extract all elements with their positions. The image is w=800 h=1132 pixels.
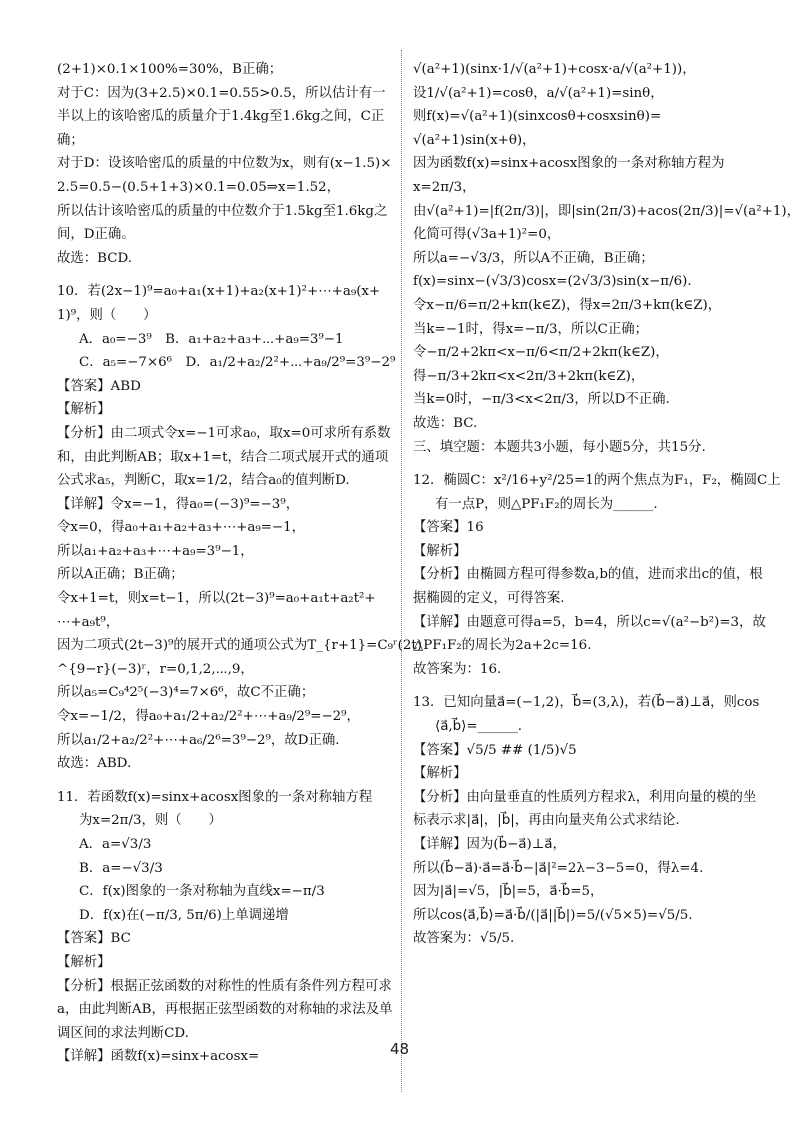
text-line: 则f(x)=√(a²+1)(sinxcosθ+cosxsinθ)= (413, 109, 662, 125)
text-line: 当k=−1时，得x=−π/3，所以C正确； (413, 321, 649, 337)
text-line: 调区间的求法判断CD. (57, 1025, 189, 1041)
text-line: 所以a=−√3/3，所以A不正确，B正确； (413, 250, 654, 266)
question-11-title: 11．若函数f(x)=sinx+acosx图象的一条对称轴方程 (57, 789, 373, 805)
text-line: 令x=−1/2，得a₀+a₁/2+a₂/2²+⋯+a₉/2⁹=−2⁹， (57, 709, 360, 725)
text-line: 因为|a⃗|=√5，|b⃗|=5，a⃗·b⃗=5， (413, 884, 604, 900)
analysis-label: 【解析】 (413, 766, 467, 782)
analysis-label: 【解析】 (57, 402, 111, 418)
text-line: ^{9−r}(−3)ʳ，r=0,1,2,⋯,9， (57, 661, 254, 677)
text-line: 对于D：设该哈密瓜的质量的中位数为x，则有(x−1.5)× (57, 156, 392, 172)
text-line: 所以估计该哈密瓜的质量的中位数介于1.5kg至1.6kg之 (57, 203, 388, 219)
option-line: C．a₅=−7×6⁶ D．a₁/2+a₂/2²+⋯+a₉/2⁹=3⁹−2⁹ (79, 355, 396, 371)
text-line: 1)⁹，则（ ） (57, 307, 157, 323)
text-line: (2+1)×0.1×100%=30%，B正确； (57, 62, 283, 77)
option-line: C．f(x)图象的一条对称轴为直线x=−π/3 (79, 884, 325, 900)
text-line: 标表示求|a⃗|，|b⃗|，再由向量夹角公式求结论. (413, 813, 680, 829)
text-line: 所以a₅=C₉⁴2⁵(−3)⁴=7×6⁶，故C不正确； (57, 685, 315, 701)
answer-label: 【答案】ABD (57, 378, 141, 394)
text-line: 令−π/2+2kπ<x−π/6<π/2+2kπ(k∈Z)， (413, 345, 669, 361)
text-line: 2.5=0.5−(0.5+1+3)×0.1=0.05⇒x=1.52， (57, 179, 341, 195)
right-column (413, 58, 800, 951)
text-line: 据椭圆的定义，可得答案. (413, 591, 565, 607)
option-line: B．a=−√3/3 (79, 860, 163, 876)
answer-label: 【答案】16 (413, 520, 484, 536)
option-line: A．a₀=−3⁹ B．a₁+a₂+a₃+⋯+a₉=3⁹−1 (79, 331, 344, 347)
text-line: 得−π/3+2kπ<x<2π/3+2kπ(k∈Z)， (413, 368, 645, 384)
text-line: 对于C：因为(3+2.5)×0.1=0.55>0.5，所以估计有一 (57, 85, 386, 101)
text-line: 【详解】令x=−1，得a₀=(−3)⁹=−3⁹， (57, 496, 300, 512)
text-line: 令x+1=t，则x=t−1，所以(2t−3)⁹=a₀+a₁t+a₂t²+ (57, 591, 376, 607)
text-line: 所以A正确；B正确； (57, 567, 184, 583)
text-line: √(a²+1)(sinx·1/√(a²+1)+cosx·a/√(a²+1))， (413, 62, 696, 77)
section-heading: 三、填空题：本题共3小题，每小题5分，共15分. (413, 439, 706, 455)
analysis-label: 【解析】 (413, 543, 467, 559)
text-line: 【分析】由二项式令x=−1可求a₀，取x=0可求所有系数 (57, 425, 391, 441)
text-line: 确； (57, 132, 84, 148)
text-line: △PF₁F₂的周长为2a+2c=16. (413, 638, 592, 654)
answer-label: 【答案】BC (57, 931, 131, 947)
question-13-title: 13．已知向量a⃗=(−1,2)，b⃗=(3,λ)，若(b⃗−a⃗)⊥a⃗，则cos (413, 695, 760, 711)
option-line: D．f(x)在(−π/3, 5π/6)上单调递增 (79, 907, 289, 923)
answer-label: 【答案】√5/5 ## (1/5)√5 (413, 742, 577, 758)
text-line: 故选：ABD. (57, 756, 132, 772)
question-10-title: 10．若(2x−1)⁹=a₀+a₁(x+1)+a₂(x+1)²+⋯+a₉(x+ (57, 284, 381, 300)
question-12-title: 12．椭圆C：x²/16+y²/25=1的两个焦点为F₁，F₂，椭圆C上 (413, 473, 781, 489)
text-line: 所以cos⟨a⃗,b⃗⟩=a⃗·b⃗/(|a⃗||b⃗|)=5/(√5×5)=√5/5. (413, 907, 693, 923)
text-line: 因为二项式(2t−3)⁹的展开式的通项公式为T_{r+1}=C₉ʳ(2t) (57, 638, 422, 654)
text-line: ⟨a⃗,b⃗⟩=______. (435, 719, 523, 735)
text-line: 半以上的该哈密瓜的质量介于1.4kg至1.6kg之间，C正 (57, 109, 385, 125)
text-line: 所以a₁+a₂+a₃+⋯+a₉=3⁹−1， (57, 543, 254, 559)
text-line: 故答案为：√5/5. (413, 931, 515, 947)
text-line: 令x−π/6=π/2+kπ(k∈Z)，得x=2π/3+kπ(k∈Z)， (413, 297, 722, 313)
text-line: a，由此判断AB，再根据正弦型函数的对称轴的求法及单 (57, 1002, 393, 1018)
text-line: 【详解】函数f(x)=sinx+acosx= (57, 1049, 260, 1065)
text-line: 和，由此判断AB；取x+1=t，结合二项式展开式的通项 (57, 449, 389, 465)
text-line: 间，D正确。 (57, 227, 135, 243)
page-number: 48 (390, 1040, 410, 1058)
text-line: f(x)=sinx−(√3/3)cosx=(2√3/3)sin(x−π/6). (413, 274, 692, 290)
text-line: 故选：BCD. (57, 250, 133, 266)
text-line: 有一点P，则△PF₁F₂的周长为______. (435, 496, 658, 512)
text-line: 故选：BC. (413, 415, 478, 431)
text-line: ⋯+a₉t⁹， (57, 614, 120, 630)
text-line: x=2π/3， (413, 179, 476, 195)
text-line: 化简可得(√3a+1)²=0， (413, 227, 561, 243)
text-line: 【详解】由题意可得a=5，b=4，所以c=√(a²−b²)=3，故 (413, 614, 766, 630)
text-line: 【分析】由向量垂直的性质列方程求λ，利用向量的模的坐 (413, 789, 757, 805)
text-line: 【详解】因为(b⃗−a⃗)⊥a⃗， (413, 837, 566, 852)
text-line: 故答案为：16. (413, 661, 502, 677)
text-line: 【分析】由椭圆方程可得参数a,b的值，进而求出c的值，根 (413, 567, 763, 583)
text-line: 由√(a²+1)=|f(2π/3)|，即|sin(2π/3)+acos(2π/3)|=√(a²+1)， (413, 203, 800, 219)
option-line: A．a=√3/3 (79, 837, 152, 852)
text-line: 当k=0时，−π/3<x<2π/3，所以D不正确. (413, 392, 670, 408)
column-divider (401, 50, 402, 1092)
text-line: 公式求a₅，判断C，取x=1/2，结合a₀的值判断D. (57, 473, 350, 489)
text-line: 为x=2π/3，则（ ） (79, 813, 222, 829)
text-line: 所以a₁/2+a₂/2²+⋯+a₆/2⁶=3⁹−2⁹，故D正确. (57, 732, 340, 748)
analysis-label: 【解析】 (57, 954, 111, 970)
text-line: 【分析】根据正弦函数的对称性的性质有条件列方程可求 (57, 978, 392, 994)
text-line: √(a²+1)sin(x+θ)， (413, 132, 536, 148)
text-line: 所以(b⃗−a⃗)·a⃗=a⃗·b⃗−|a⃗|²=2λ−3−5=0，得λ=4. (413, 860, 704, 876)
text-line: 因为函数f(x)=sinx+acosx图象的一条对称轴方程为 (413, 156, 725, 172)
text-line: 设1/√(a²+1)=cosθ，a/√(a²+1)=sinθ， (413, 85, 664, 101)
text-line: 令x=0，得a₀+a₁+a₂+a₃+⋯+a₉=−1， (57, 520, 306, 536)
